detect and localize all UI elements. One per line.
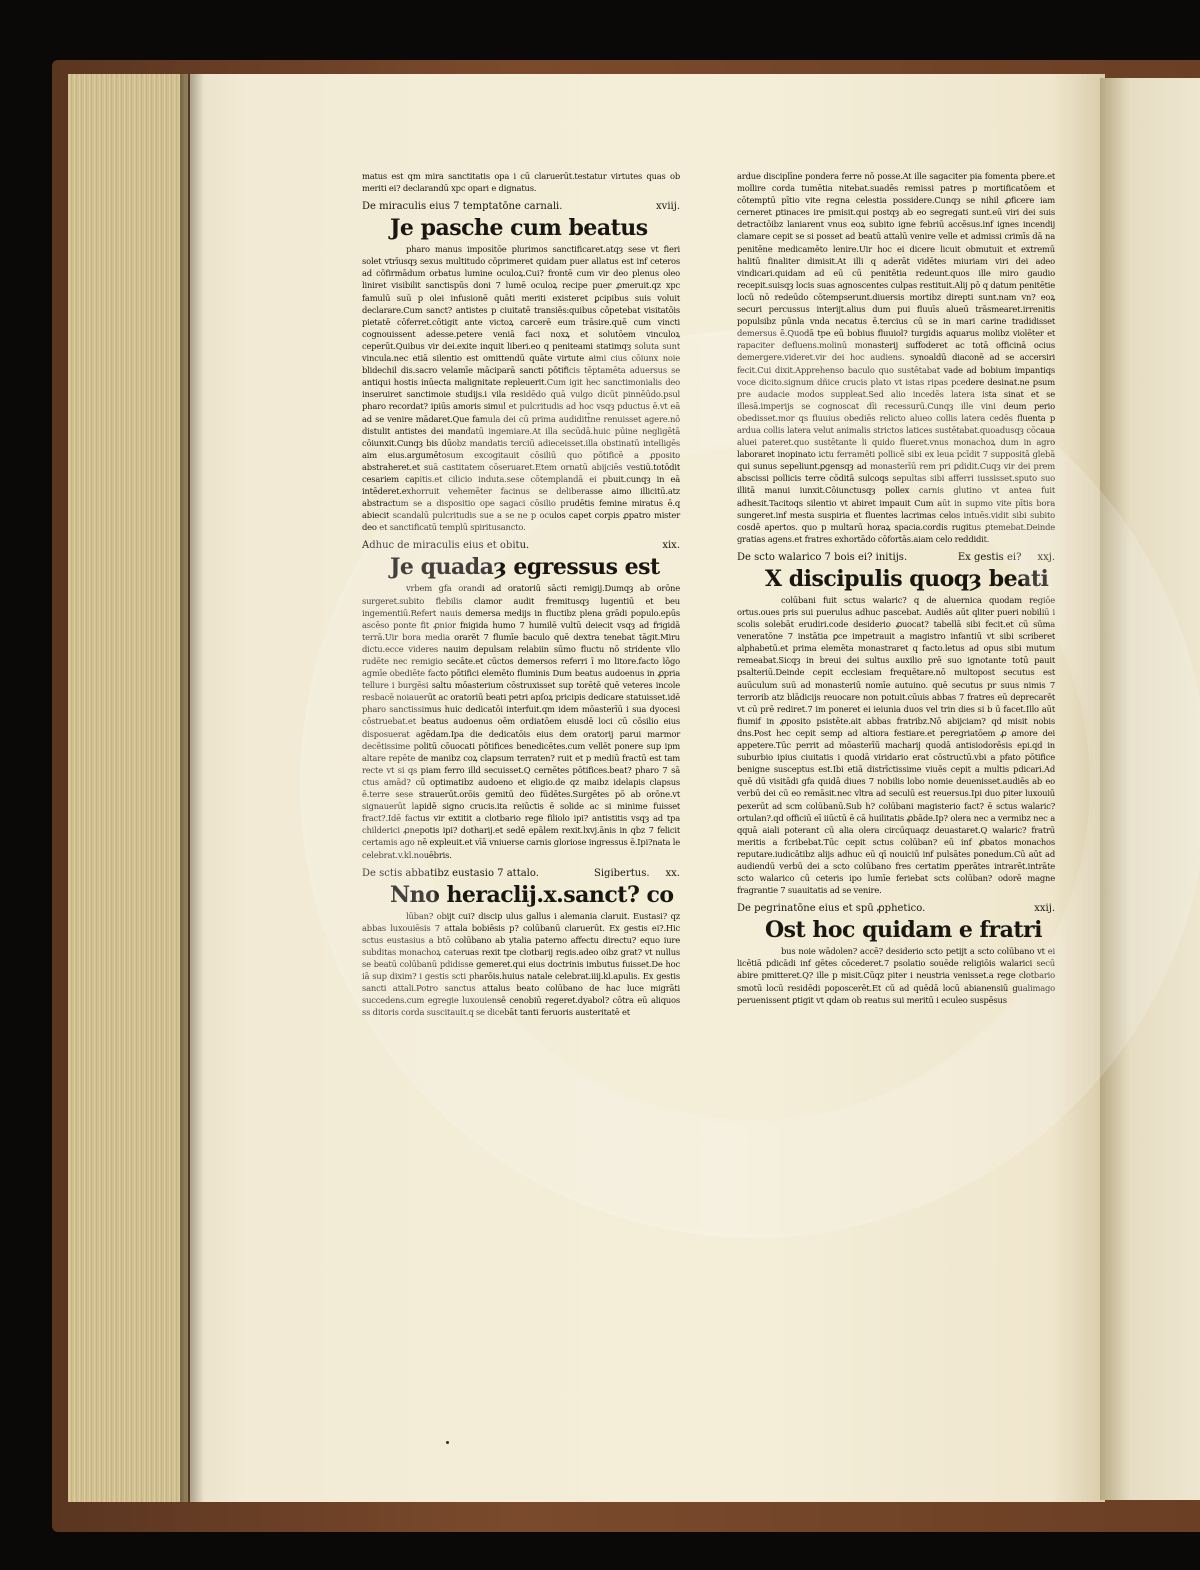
section-heading — [737, 551, 1055, 564]
page-edges — [68, 74, 188, 1502]
section-number: xix. — [662, 540, 680, 552]
section-number: xx. — [665, 867, 680, 879]
column-intro-text: matus est qm mira sanctitatis opa i cū claruerūt.testatur virtutes quas ob meriti ei? declarandū xpc opari e dignatus. — [362, 171, 680, 194]
section-opening-line: Je quadaȝ egressus est — [390, 554, 660, 581]
section-body-text: bus noie wādolen? accē? desiderio scto petijt a scto colūbano vt ei licētiā pdicādi inf gētes cōcederet.7 psolatio souēde religiōis walarici secū abire pmitteret.Q? ille p misit.Cūqz piter i neustria venisset.a rege clotbario smotū locū residēdi poposcerēt.Et cū ad quēdā locū abianensiū gualimago peruenissent ꝑtigit vt qdam ob reatus sui meritū i eculeo suspēsus — [737, 946, 1055, 1005]
section-heading-text: De pegrinatōne eius et spū ꝓphetico. — [737, 903, 926, 915]
section-body-text: colūbani fuit sctus walaric? q de aluernica quodam regiōe ortus.oues pris sui puerulus adhuc pascebat. Audiēs aūt qliter pueri nobiliū i scolis solebāt erudiri.code desiderio ꝓuocat? tabellā sibi fecit.et cū sūma veneratōne 7 instātia ꝑce impetrauit a magistro infantiū vt sibi scriberet alphabetū.et prima elemēta monastraret q facto.letus ad opus sibi mutum remeabat.Sicqȝ in breui dei sultus auxilio prē suo ignotante totū pauit psalteriū.Deinde cepit ecclesiam frequētare.nō multopost secutus est auūculum suū ad monasteriū nomīe autuino. quē secutus pr suus nimis 7 terrorib atz blādicijs reuocare non potuit.cūuis abbas 7 fratres eū deprecarēt vt cū prē rediret.7 im poneret ei ieiunia duos vel trin dies si b ū facet.Illo aūt fiumif in ꝓposito psistēte.ait abbas fratribz.Nō abijciam? qd misit nobis dns.Post hec cepit semp ad altiora festiare.et peregriatōem ꝓ amore dei appetere.Tūc perrit ad mōasterīū macharij quodā antisiodorēsis epi.qd in suburbio ipius ciuitatis i quodā viridario erat cōstructū.vbi a pfato pōtifice benigne susceptus est.Ibi etiā distrīctissime viuēs cepit a multis pdicari.Ad quē dū visitādi gfa quidā diues 7 nobilis lobo nomie deuenisset.audiēs ab eo verbū dei cū eo remāsit.nec vltra ad seculū est reuersus.Ipi duo piter luxouiū pexerūt ad scm colūbanū.Sub h? colūbani magisterio fact? ē sctus walaric? ortulan?.qd officiū eī iiūctū ē cā huilitatis ꝓbāde.Ip? olera nec a vermibz nec a qquā aiali poterant cū alia olera circūquaqz deuastaret.Q walaric? fratrū meritis a fcribebat.Tūc cepit sctus colūban? eū inf ꝓbatos monachos reputare.iudicātibz alijs adhuc eū qī nouiciū inf pulsātes ponedum.Cū aūt ad audiendū verbū dei a scto colūbano fres certatim ꝑperātes intrarēt.intrāte scto walarico cū ceteris ipo lumīe feriebat scts colūban? odorē magne fragrantie 7 suauitatis ad se venire. — [737, 594, 1055, 896]
section-source-note: Sigibertus. — [594, 867, 650, 879]
section-heading — [362, 867, 680, 880]
column-intro-text: ardue disciplīne pondera ferre nō posse.At ille sagaciter pia fomenta pbere.et mollire corda tumētia nitebat.suadēs remissi patres p mortificatōem et cōtemptū pītio vite regna celestia possidere.Cunqȝ se nihil ꝓficere iam cerneret ꝑtinaces ire pmisit.qui postqȝ ab eo segregati sunt.eū viri dei suis detractōibz laniarent vnus eoꝝ subito igne febriū accēsus.inf ignes incendij clamare cepit se si posset ad beatū attalū venire velle et admissi crimīs dā na penitēne medicamēto lenire.Uir hoc ei dicere licuit obmutuit et extremū halitū finaliter dimisit.At illi q aderāt vidētes miuriam viri dei adeo vindicari.quidam ad eū cū penitētia redeunt.quos ille miro gaudio recepit.suisqȝ locis suas agnoscentes culpas restituit.Alij pō q datum penitētie locū nō redeūdo cōtempserunt.diuersis mortibz direpti sunt.nam vn? eoꝝ securi percussus interijt.alius dum pui fluuīs alueū trāsmearet.irrenitis populsibz pūnla vnda necatus ē.tercius cū se in mari carine tradidisset demersus ē.Quodā tpe eū bobius fluuiol? turgidis aquarus molibz violēter et rapaciter defluens.molinū monasterij suffoderet ac totā officinā ocius demergere.videret.vir dei hoc audiens. synoaldū diaconē ad se accersiri fecit.Cui dixit.Apprehenso baculo quo sustētabat vade ad bobium impantiqs voce dicito.signum dñice crucis plato vt istas ripas pcedere desinat.ne psum pre audacie modos suppleat.Sed alio incedēs latera ista sinat et se illesā.imperijs se cognoscat dīi recessurū.Cunqȝ ille vini deum perio obedisset.mor qs fluuius obediēs relicto alueo collis latera cedēs fluenta p ardua collis latera velut animalis strictos latices sustētabat.quoadusqȝ cōcaua aluei pateret.quo sustētante li quido flueret.vnus monachoꝝ dum in agro laboraret inopinato ictu ferramēti pollicē sibi ex leua pcīdit 7 suppositā glebā qui sunus sepeliunt.ꝑgensqȝ ad monasterīū rem pri ꝑdidit.Cuqȝ vir dei prem abscissi pollicis terre cōditā sulcoqs sepultas sibi afferri iussisset.sputo suo illitā manui iunxit.Cōiunctusqȝ pollex carnis glutino vt antea fuit adhesit.Tacitoqs silentio vt abiret impauit Cum aūt in supmo vite pītis bora sungeret.inf mesta suspiria et fluentes lacrimas celos intuēs.vidit sibi subito cosdē apertos. quo p multarū horaꝝ spacia.cordis rugitus ꝑtemebat.Deinde gratias agens.et fratres exhortādo cōfortās.aiam celo reddidit. — [737, 171, 1055, 544]
section-opening-line: Je pasche cum beatus — [390, 215, 648, 242]
section-number: xxj. — [1037, 551, 1055, 563]
section-heading — [362, 200, 680, 213]
section-heading — [362, 539, 680, 552]
section-number: xxij. — [1034, 903, 1055, 915]
section-number: xviij. — [656, 201, 680, 213]
section-opening-line: Ost hoc quidam e fratri — [765, 917, 1042, 944]
ink-speck — [446, 1441, 449, 1444]
gutter-shadow — [180, 74, 204, 1502]
section-body-text: vrbem gfa orandi ad oratoriū sācti remigij.Dumqȝ ab orōne surgeret.subito flebilis clamor audit fremitusqȝ lugentiū et beu ingementiū.Refert nauis demersa medijs in fluctibz plena grādi populo.epūs ascēso ponte fit ꝓnior fnigida humo 7 humilē vultū deiecit vsqȝ ad frigidā terrā.Uir bora media orarēt 7 flumīe baculo quē dextra tenebat tāgit.Miru dictu.ecce videres nauim depulsam relabiin sūmo fluctu nō stridente vllo rudēte nec remigio secāte.et cūctos demersos referri ī mo litore.facto lōgo agmīe obediēte facto pōtifici elemēto fluminis Dum beatus audoenus in ꝓpria tellure i burgēsi saltu mōasterium cōstruxisset sup torētē quē veteres incole resbacē noiauerūt ac oratoriū beati petri apſoꝝ pricipis dedicare statuisset.idē pharo sanctissimus huic dedicatōi interfuit.qm idem mōasterīū i sua dyocesi cōstruebat.et beatus audoenus oēm ordiatōem eiusdē loci cū cōsilio eius disposuerat agēdam.Ipa die dedicatōis eius dem oratorij parui marmor decētissime politū cōuocati pōtifices benedicētes.cum vellēt ponere sup ipm altare repēte de manibz coꝝ clapsum terraten? ruit et p mediū fractū est tam recte vt si qs piam ferro illd secuisset.Q cernētes pōtifices.beat? pharo 7 sā ctus amād? cū optimatibz audoeno et eligio.de qz maibz idelapis clapsus ē.terre sese strauerūt.orōis gemitū deo fūdētes.Surgētes pō ab orōne.vt signauerūt lapidē signo crucis.ita reiūctis ē solide ac si minime fuisset fract?.Idē factus vir extitit a clotbario rege filiolo ipi? antistitis vsqȝ ad tpa childerici ꝓnepotis ipi? dotharij.et sedē epālem rexit.lxvj.ānis in qbz 7 felicit certamis ago nē expleuit.et vīā vniuerse carnis gloriose ingressus ē.Ipi?nata le celebrat.v.kl.nouēbris. — [362, 583, 680, 860]
section-body-text: lūban? obijt cui? discip ulus gallus i alemania claruit. Eustasi? qz abbas luxouiēsis 7 attala bobiēsis p? colūbanū claruerūt. Ex gestis ei?.Hic sctus eustasius a btō colūbano ab ytalia paterno affectu directu? equo iure subditas monachoꝝ cateruas rexit tpe clotbarij regis.adeo oibz grat? vt nullus se beatū colūbanū pdidisse gemeret.qui eius doctrinis imbutus fuisset.De hoc iā sup dixim? i gestis scti pharōis.huius natale celebrat.iiij.kl.apulis. Ex gestis sancti attali.Potro sanctus attalus beato colūbano de hac luce migrāti succedens.cum egregie luxouiensē cenobiū regeret.dyabol? cōtra eū aliquos ss ditoris corda suscitauit.q se dicebāt tanti feruoris austeritatē et — [362, 910, 680, 1018]
left-text-column — [362, 170, 680, 1024]
section-heading-text: Adhuc de miraculis eius et obitu. — [362, 540, 530, 552]
section-opening-line: Nno heraclij.x.sanct? co — [390, 881, 674, 908]
section-opening-line: X discipulis quoqȝ beati — [765, 565, 1049, 592]
section-source-note: Ex gestis ei? — [957, 551, 1022, 563]
section-heading-text: De miraculis eius 7 temptatōne carnali. — [362, 201, 563, 213]
section-heading-text: De sctis abbatibz eustasio 7 attalo. — [362, 867, 539, 879]
facing-page-edge — [1100, 78, 1200, 1500]
right-text-column — [737, 170, 1055, 1012]
section-heading-text: De scto walarico 7 bois ei? initijs. — [737, 551, 908, 563]
section-body-text: pharo manus imposi̇tōe plurimos sanctificaret.atqȝ sese vt fieri solet vtrīusqȝ sexus multitudo cōprimeret quidam puer allatus est inf ceteros ad cōfirmādum orbatus lumine oculoꝝ.Cui? frontē cum vir deo plenus oleo liniret visibilit sanctispūs doni 7 lumē oculoꝝ recipe puer ꝓmeruit.qz xpc famulū suū p olei infusionē quāti meriti existeret ꝑcipibus suis voluit declarare.Cum sanct? antistes p ciuitatē transiēs:quibus cōpetebat visitatōis pietatē cōferret.cōtigit ante victoꝝ carcerē eum trāsire.quē cum vincti cognouissent adesse.petere veniā faci noxꝝ et solutōem vinculoꝝ ceperūt.Quibus vir dei.exite inquit liberi.eo q peniteami statimqȝ soluta sunt vincula.nec etiā silentio est omittendū quāte virtute aimi cius cōiunx noie blidechil dis.sacro velamīe māciparā sancti pōtificis tēptamēta aduersus se antiqui hostis inūecta malignitate repleuerit.Cum igit hec sanctimonialis deo inseruiret sanctimoie studijs.i vila residēdo quā vulgo dicūt pinnēūdo.psul pharo recordat? ipiūs amoris simul et pulcritudis ad hoc vsqȝ pductus ē.vt eā ad se venire mādaret.Que famula dei cū prima audiditt̄ne renuisset agere.nō distulit antistes dei mandatū ingemiare.At illa secūdā.huic pūine negligētā cōiunxit.Cunqȝ bis dūobz mandatis terciū adieceisset.illa obstinatū intelligēs aim eius.argumētosum excogitauit cōsiliū quo pōtificē a ꝓposito abstraheret.et suā castitatem cōseruaret.Etem ornatū abijciēs vestiū.totōdit cesariem capitis.et cilicio induta.sese cōtemplandā ei pbuit.cunqȝ in eā intēderet.exhorruit vehemēter facinus se deliberasse aimo illicitū.atz abstractum se a dispositio ope sagaci cōsilio prudētis femine miratus ē.q abiecit scandalū pulcritudis sue a se ne p oculos capet corpis ꝓpatro mister deo et sanctificatū templū spiritusancto. — [362, 244, 680, 533]
section-heading — [737, 902, 1055, 915]
